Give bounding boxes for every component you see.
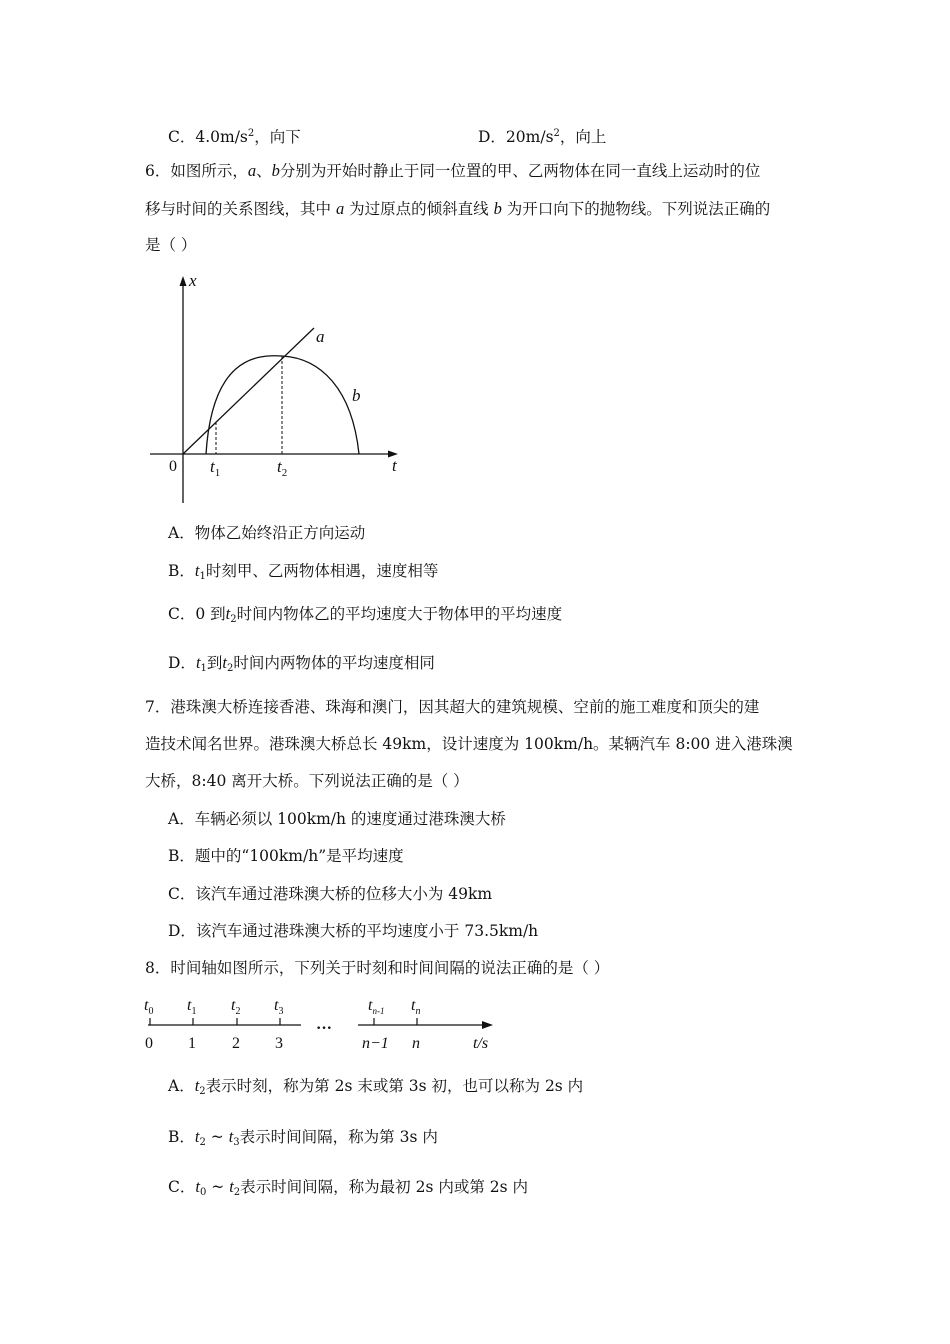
t1-label: $t_1$ — [210, 457, 221, 479]
q6-stem-line1: 6．如图所示，a、b分别为开始时静止于同一位置的甲、乙两物体在同一直线上运动时的位 — [145, 161, 761, 180]
q6-option-a[interactable]: A．物体乙始终沿正方向运动 — [168, 524, 366, 542]
num-n-1: n−1 — [362, 1035, 389, 1052]
q8-option-a[interactable]: A．$t_2$表示时刻，称为第 2s 末或第 3s 初，也可以称为 2s 内 — [168, 1076, 584, 1097]
t2-label: $t_2$ — [277, 457, 288, 479]
axis-unit: t/s — [473, 1035, 489, 1052]
q6-stem-line3: 是（ ） — [145, 236, 197, 254]
q7-option-d[interactable]: D．该汽车通过港珠澳大桥的平均速度小于 73.5km/h — [168, 922, 539, 940]
t-axis-label: t — [392, 456, 397, 475]
curve-b — [206, 356, 359, 454]
q8-timeline — [138, 990, 508, 1060]
x-axis-arrow — [180, 276, 187, 286]
q6-xt-graph — [140, 268, 420, 513]
label-tn: $t_n$ — [411, 997, 421, 1017]
q6-option-b[interactable]: B．$t_1$时刻甲、乙两物体相遇，速度相等 — [168, 561, 439, 582]
num-n: n — [412, 1035, 420, 1052]
timeline-arrow — [482, 1021, 493, 1029]
q7-stem-line1: 7．港珠澳大桥连接香港、珠海和澳门，因其超大的建筑规模、空前的施工难度和顶尖的建 — [145, 698, 760, 716]
label-tn-1: $t_{n-1}$ — [368, 997, 385, 1016]
num-0: 0 — [145, 1035, 153, 1052]
num-2: 2 — [232, 1035, 240, 1052]
num-1: 1 — [188, 1035, 196, 1052]
label-t1: $t_1$ — [187, 997, 197, 1017]
q6-option-c[interactable]: C．0 到$t_2$时间内物体乙的平均速度大于物体甲的平均速度 — [168, 604, 563, 625]
q7-option-a[interactable]: A．车辆必须以 100km/h 的速度通过港珠澳大桥 — [168, 810, 506, 828]
q7-option-c[interactable]: C．该汽车通过港珠澳大桥的位移大小为 49km — [168, 885, 493, 903]
q7-option-b[interactable]: B．题中的“100km/h”是平均速度 — [168, 847, 404, 865]
label-t2: $t_2$ — [231, 997, 241, 1017]
label-t0: $t_0$ — [144, 997, 154, 1017]
q6-stem-line2: 移与时间的关系图线，其中 a 为过原点的倾斜直线 b 为开口向下的抛物线。下列说法正确的 — [145, 199, 771, 218]
ellipsis: ··· — [316, 1020, 333, 1037]
origin-label: 0 — [169, 458, 177, 475]
label-t3: $t_3$ — [274, 997, 284, 1017]
num-3: 3 — [275, 1035, 283, 1052]
q8-stem: 8．时间轴如图所示，下列关于时刻和时间间隔的说法正确的是（ ） — [145, 959, 610, 977]
q6-option-d[interactable]: D．$t_1$到$t_2$时间内两物体的平均速度相同 — [168, 653, 435, 674]
x-axis-label: x — [189, 271, 197, 290]
q7-stem-line3: 大桥，8:40 离开大桥。下列说法正确的是（ ） — [145, 772, 469, 790]
line-a-label: a — [316, 327, 325, 346]
curve-b-label: b — [352, 386, 361, 405]
q7-stem-line2: 造技术闻名世界。港珠澳大桥总长 49km，设计速度为 100km/h。某辆汽车 8:00 进入港珠澳 — [145, 735, 793, 753]
q8-option-c[interactable]: C．$t_0$ ~ $t_2$表示时间间隔，称为最初 2s 内或第 2s 内 — [168, 1177, 528, 1198]
line-a — [183, 328, 314, 454]
q5-option-d[interactable]: D．$20m/s^2$，向上 — [478, 128, 607, 146]
q5-option-c[interactable]: C．$4.0m/s^2$，向下 — [168, 128, 301, 146]
q8-option-b[interactable]: B．$t_2$ ~ $t_3$表示时间间隔，称为第 3s 内 — [168, 1127, 438, 1148]
